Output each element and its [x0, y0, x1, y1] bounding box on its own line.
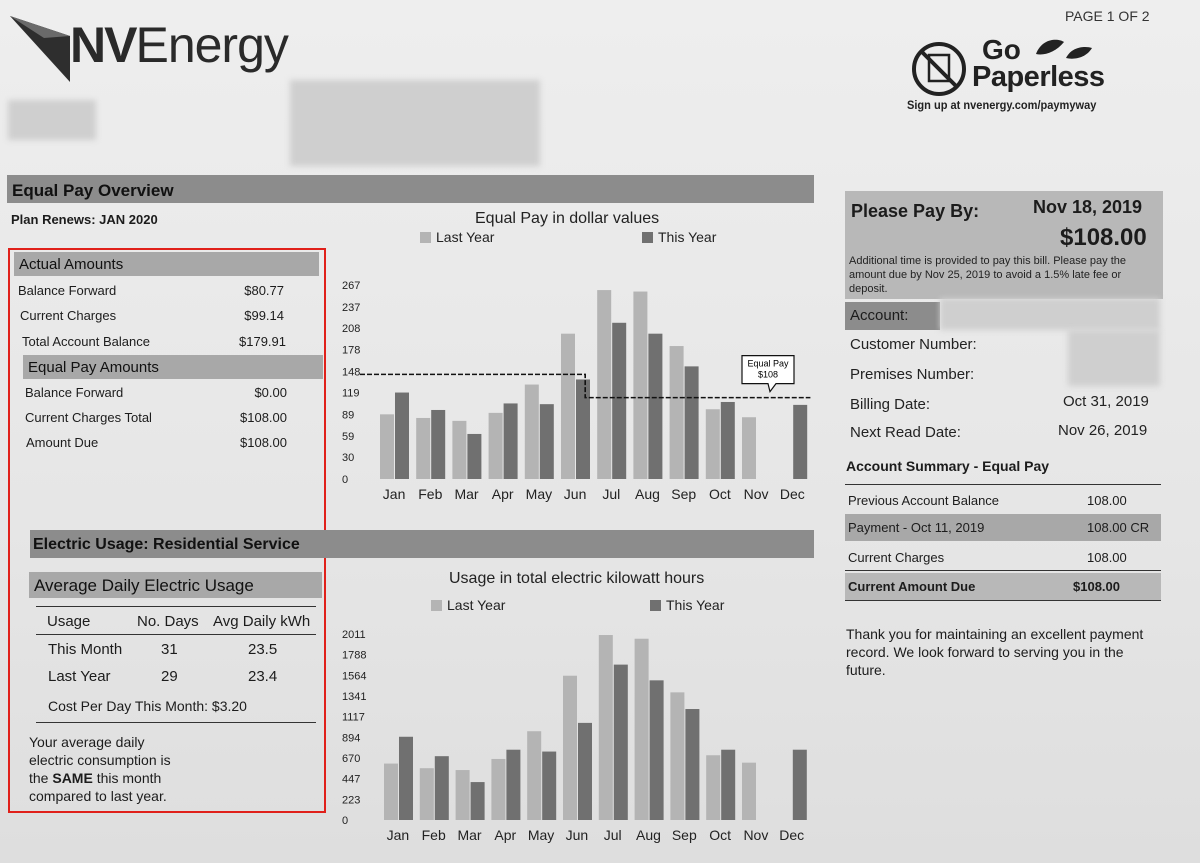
- billing-date: Oct 31, 2019: [1063, 393, 1149, 410]
- legend-swatch: [420, 232, 431, 243]
- bar-this-year: [648, 334, 662, 479]
- usage-section-header: Electric Usage: Residential Service: [30, 530, 814, 558]
- equal-row: Balance Forward $0.00: [25, 385, 287, 400]
- x-tick-label: Oct: [709, 827, 731, 843]
- bar-last-year: [633, 292, 647, 479]
- usage-table: [36, 606, 316, 689]
- x-tick-label: Dec: [779, 827, 805, 843]
- y-tick-label: 447: [342, 773, 361, 786]
- usage-comparison-note: Your average daily electric consumption is the SAME this month compared to last year.: [29, 734, 171, 804]
- y-tick-label: 894: [342, 732, 361, 745]
- x-tick-label: Jul: [602, 486, 621, 502]
- bar-this-year: [506, 750, 520, 820]
- bar-this-year: [399, 737, 413, 820]
- amount-due: $108.00: [1060, 224, 1147, 251]
- legend-swatch: [650, 600, 661, 611]
- premises-number-label: Premises Number:: [850, 366, 975, 383]
- usage-chart: [330, 622, 815, 857]
- equal-pay-chart: [330, 270, 815, 510]
- bar-last-year: [452, 421, 466, 479]
- bar-this-year: [504, 403, 518, 479]
- bar-last-year: [599, 635, 613, 820]
- x-tick-label: Dec: [779, 486, 805, 502]
- y-tick-label: 670: [342, 753, 361, 766]
- x-tick-label: Feb: [418, 486, 443, 502]
- x-tick-label: Aug: [635, 486, 660, 502]
- nv-energy-logo-icon: [10, 16, 72, 82]
- bar-last-year: [380, 414, 394, 479]
- y-tick-label: 89: [342, 409, 355, 422]
- leaves-icon: [1032, 36, 1094, 62]
- pay-by-label: Please Pay By:: [851, 201, 980, 221]
- x-tick-label: Jul: [603, 827, 622, 843]
- chart2-legend-last-year: Last Year: [431, 597, 505, 613]
- divider: [845, 484, 1161, 485]
- bar-this-year: [542, 752, 556, 820]
- bar-this-year: [576, 379, 590, 479]
- y-tick-label: 267: [342, 280, 361, 292]
- bar-last-year: [597, 290, 611, 479]
- bar-last-year: [742, 417, 756, 479]
- next-read-label: Next Read Date:: [850, 424, 961, 441]
- avg-daily-usage-header: Average Daily Electric Usage: [29, 572, 322, 598]
- y-tick-label: 237: [342, 301, 361, 314]
- x-tick-label: Sep: [671, 486, 697, 502]
- x-tick-label: Jun: [565, 827, 589, 843]
- bar-last-year: [706, 409, 720, 479]
- y-tick-label: 30: [342, 452, 355, 465]
- bar-last-year: [420, 768, 434, 820]
- next-read-date: Nov 26, 2019: [1058, 422, 1148, 439]
- bar-last-year: [489, 413, 503, 479]
- bar-this-year: [685, 709, 699, 820]
- x-tick-label: Aug: [636, 827, 661, 843]
- bar-last-year: [563, 676, 577, 820]
- no-paper-icon: [910, 40, 968, 98]
- bar-this-year: [578, 723, 592, 820]
- bar-last-year: [670, 346, 684, 479]
- x-tick-label: Oct: [709, 486, 731, 502]
- thank-you-message: Thank you for maintaining an excellent payment record. We look forward to serving you in the future.: [846, 626, 1144, 678]
- bar-this-year: [793, 750, 807, 820]
- plan-renews: Plan Renews: JAN 2020: [11, 212, 158, 227]
- y-tick-label: 2011: [342, 629, 366, 641]
- x-tick-label: Mar: [457, 827, 482, 843]
- bar-this-year: [540, 404, 554, 479]
- x-tick-label: Nov: [743, 827, 769, 843]
- bar-last-year: [525, 385, 539, 479]
- actual-row: Current Charges $99.14: [20, 308, 284, 323]
- y-tick-label: 1341: [342, 690, 367, 703]
- usage-table-header: Usage No. Days Avg Daily kWh: [47, 613, 311, 630]
- y-tick-label: 119: [342, 387, 360, 400]
- bar-this-year: [614, 665, 628, 820]
- y-tick-label: 1788: [342, 649, 367, 662]
- x-tick-label: Jan: [382, 486, 406, 502]
- bar-this-year: [395, 393, 409, 479]
- chart1-legend-this-year: This Year: [642, 229, 716, 245]
- bar-last-year: [561, 334, 575, 479]
- y-tick-label: 208: [342, 322, 361, 335]
- signup-link[interactable]: Sign up at nvenergy.com/paymyway: [907, 98, 1097, 112]
- chart1-legend-last-year: Last Year: [420, 229, 494, 245]
- x-tick-label: May: [527, 827, 555, 843]
- legend-swatch: [642, 232, 653, 243]
- redacted-account-number: [940, 298, 1160, 330]
- x-tick-label: Jun: [563, 486, 587, 502]
- equal-pay-amounts-header: Equal Pay Amounts: [23, 355, 323, 379]
- bar-last-year: [706, 755, 720, 820]
- y-tick-label: 59: [342, 431, 355, 444]
- x-tick-label: Sep: [671, 827, 697, 843]
- chart2-title: Usage in total electric kilowatt hours: [449, 570, 705, 587]
- y-tick-label: 0: [342, 474, 349, 486]
- bar-last-year: [491, 759, 505, 820]
- summary-row: Current Charges 108.00: [848, 550, 1127, 565]
- bar-last-year: [384, 764, 398, 820]
- redacted-customer-premises: [1068, 330, 1160, 386]
- equal-row: Current Charges Total $108.00: [25, 410, 287, 425]
- bar-this-year: [431, 410, 445, 479]
- summary-row: Previous Account Balance 108.00: [848, 493, 1127, 508]
- bar-last-year: [527, 731, 541, 820]
- equal-pay-callout-value: $108: [757, 369, 779, 380]
- x-tick-label: Mar: [454, 486, 479, 502]
- late-fee-note: Additional time is provided to pay this bill. Please pay the amount due by Nov 25, 2019 to avoid a 1.5% late fee or deposit.: [849, 255, 1126, 295]
- x-tick-label: Jan: [386, 827, 410, 843]
- chart2-legend-this-year: This Year: [650, 597, 724, 613]
- go-text: Go: [982, 34, 1021, 65]
- y-tick-label: 148: [342, 366, 361, 379]
- usage-table-row: This Month 31 23.5: [48, 641, 278, 658]
- bar-this-year: [471, 782, 485, 820]
- bar-last-year: [670, 692, 684, 820]
- x-tick-label: Feb: [421, 827, 446, 843]
- divider: [845, 570, 1161, 571]
- x-tick-label: Apr: [491, 486, 514, 502]
- bar-last-year: [742, 763, 756, 820]
- account-label: Account:: [845, 302, 940, 330]
- divider: [36, 722, 316, 723]
- redacted-name: [8, 100, 96, 140]
- summary-row-total: Current Amount Due $108.00: [845, 573, 1161, 600]
- bar-this-year: [685, 366, 699, 479]
- paperless-text: Paperless: [972, 61, 1105, 93]
- summary-row: Payment - Oct 11, 2019 108.00 CR: [845, 514, 1161, 541]
- customer-number-label: Customer Number:: [850, 336, 977, 353]
- redacted-address: [290, 80, 540, 166]
- y-tick-label: 1117: [342, 711, 365, 724]
- legend-swatch: [431, 600, 442, 611]
- bar-last-year: [635, 639, 649, 820]
- bar-this-year: [612, 323, 626, 479]
- actual-row: Total Account Balance $179.91: [22, 334, 286, 349]
- equal-pay-section-header: Equal Pay Overview: [7, 175, 814, 203]
- x-tick-label: May: [525, 486, 553, 502]
- equal-row: Amount Due $108.00: [26, 435, 287, 450]
- cost-per-day: Cost Per Day This Month: $3.20: [48, 698, 247, 714]
- pay-by-date: Nov 18, 2019: [1033, 197, 1143, 217]
- bar-this-year: [435, 756, 449, 820]
- bar-this-year: [721, 402, 735, 479]
- equal-pay-callout-label: Equal Pay: [747, 358, 789, 369]
- x-tick-label: Apr: [494, 827, 517, 843]
- bar-last-year: [416, 418, 430, 479]
- y-tick-label: 178: [342, 344, 361, 357]
- bar-this-year: [650, 680, 664, 820]
- account-summary-title: Account Summary - Equal Pay: [846, 458, 1050, 474]
- bar-this-year: [721, 750, 735, 820]
- actual-amounts-header: Actual Amounts: [14, 252, 319, 276]
- divider: [845, 600, 1161, 601]
- billing-date-label: Billing Date:: [850, 396, 931, 413]
- y-tick-label: 0: [342, 815, 349, 827]
- usage-table-row: Last Year 29 23.4: [48, 668, 278, 685]
- bar-this-year: [793, 405, 807, 479]
- chart1-title: Equal Pay in dollar values: [475, 210, 660, 227]
- page-number: PAGE 1 OF 2: [1065, 8, 1150, 24]
- x-tick-label: Nov: [743, 486, 769, 502]
- y-tick-label: 223: [342, 794, 361, 807]
- brand-name: NVEnergy: [70, 17, 288, 73]
- bar-last-year: [456, 770, 470, 820]
- bar-this-year: [467, 434, 481, 479]
- actual-row: Balance Forward $80.77: [18, 283, 284, 298]
- y-tick-label: 1564: [342, 670, 367, 683]
